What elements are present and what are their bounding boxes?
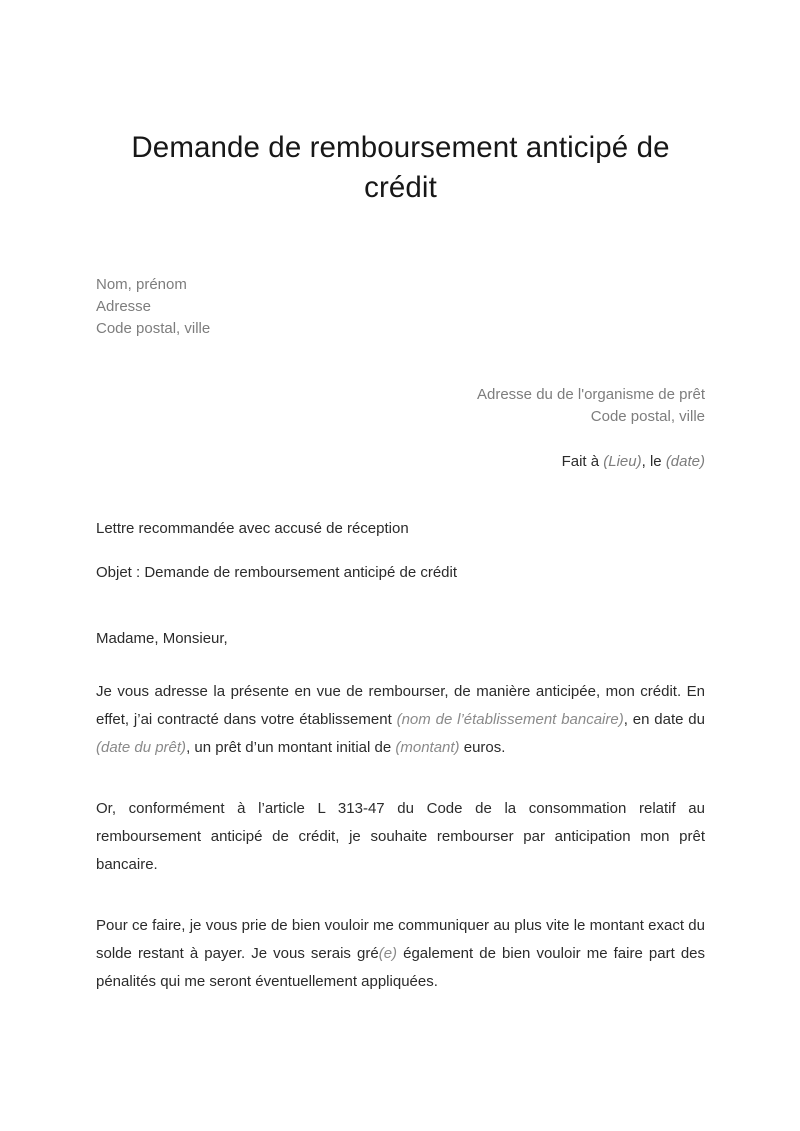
- place-placeholder: (Lieu): [603, 453, 642, 470]
- salutation: Madame, Monsieur,: [96, 630, 228, 647]
- page-title-line-1: Demande de remboursement anticipé de: [131, 131, 670, 164]
- loan-date-placeholder: (date du prêt): [96, 739, 187, 756]
- recipient-city: Code postal, ville: [590, 408, 705, 425]
- place-date-prefix: Fait à: [561, 453, 604, 470]
- sender-city: Code postal, ville: [96, 320, 211, 337]
- bank-name-placeholder: (nom de l’établissement bancaire): [396, 711, 624, 728]
- place-and-date-line: [96, 428, 705, 473]
- body-paragraph-2: Or, conformément à l’article L 313-47 du Code de la consommation relatif au remboursement anticipé de crédit, je souhaite rembourser par anticipation mon prêt bancaire.: [96, 800, 705, 873]
- sender-street: Adresse: [96, 298, 152, 315]
- body-paragraph-1: [96, 650, 705, 762]
- sender-address-block: [96, 208, 705, 340]
- paragraph-3-part-1: Pour ce faire, je vous prie de bien vouloir me communiquer au plus vite le montant exact du solde restant à payer. Je vous serais gré: [96, 917, 705, 962]
- paragraph-1-part-4: euros.: [459, 739, 506, 756]
- gender-suffix-placeholder: (e): [378, 945, 398, 962]
- paragraph-1-part-2: , en date du: [623, 711, 705, 728]
- subject-line: Objet : Demande de remboursement anticipé de crédit: [96, 564, 458, 581]
- amount-placeholder: (montant): [395, 739, 460, 756]
- page-title: [96, 0, 705, 208]
- sender-name: Nom, prénom: [96, 276, 187, 293]
- body-paragraph-3: [96, 879, 705, 996]
- document-content: [96, 0, 705, 996]
- recipient-address-block: [96, 340, 705, 428]
- date-placeholder: (date): [665, 453, 705, 470]
- registered-mail-notice: Lettre recommandée avec accusé de réception: [96, 520, 409, 537]
- paragraph-1-part-1: Je vous adresse la présente en vue de rembourser, de manière anticipée, mon crédit. En effet, j’ai contracté dans votre établissement: [96, 683, 705, 728]
- place-date-separator: , le: [641, 453, 666, 470]
- recipient-organization: Adresse du de l'organisme de prêt: [477, 386, 705, 403]
- paragraph-3-part-2: également de bien vouloir me faire part des pénalités qui me seront éventuellement appliquées.: [96, 945, 706, 990]
- paragraph-1-part-3: , un prêt d’un montant initial de: [186, 739, 396, 756]
- page-title-line-2: crédit: [364, 171, 437, 204]
